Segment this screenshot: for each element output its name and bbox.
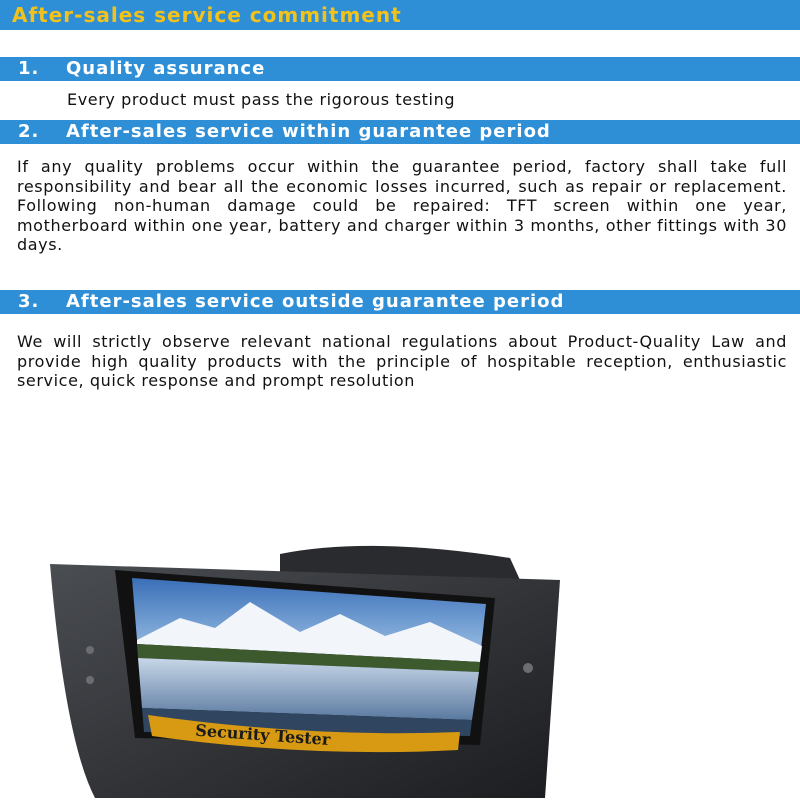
section-1-number: 1. bbox=[18, 58, 40, 79]
device-button bbox=[86, 676, 94, 684]
section-3-number: 3. bbox=[18, 291, 40, 312]
security-tester-label: Security Tester bbox=[194, 720, 331, 750]
section-2-heading: After-sales service within guarantee period bbox=[66, 121, 551, 142]
section-3-heading: After-sales service outside guarantee period bbox=[66, 291, 565, 312]
page-title-banner bbox=[0, 0, 800, 30]
security-tester-device-image bbox=[40, 540, 560, 800]
section-2-number: 2. bbox=[18, 121, 40, 142]
section-1-heading: Quality assurance bbox=[66, 58, 266, 79]
screen-landscape bbox=[132, 578, 486, 736]
section-2-body: If any quality problems occur within the guarantee period, factory shall take full responsibility and bear all the economic losses incurred, such as repair or replacement. Following non-human damage could be repaired: TFT screen within one year, motherboard within one year, battery and charger within 3 months, other fittings with 30 days. bbox=[17, 157, 787, 255]
page-title: After-sales service commitment bbox=[12, 3, 402, 27]
section-1-heading-bar bbox=[0, 57, 800, 81]
section-2-heading-bar bbox=[0, 120, 800, 144]
section-3-body: We will strictly observe relevant national regulations about Product-Quality Law and provide high quality products with the principle of hospitable reception, enthusiastic service, quick response and prompt resolution bbox=[17, 332, 787, 391]
section-1-body: Every product must pass the rigorous testing bbox=[67, 90, 456, 109]
section-3-heading-bar bbox=[0, 290, 800, 314]
device-button bbox=[86, 646, 94, 654]
device-button bbox=[523, 663, 533, 673]
